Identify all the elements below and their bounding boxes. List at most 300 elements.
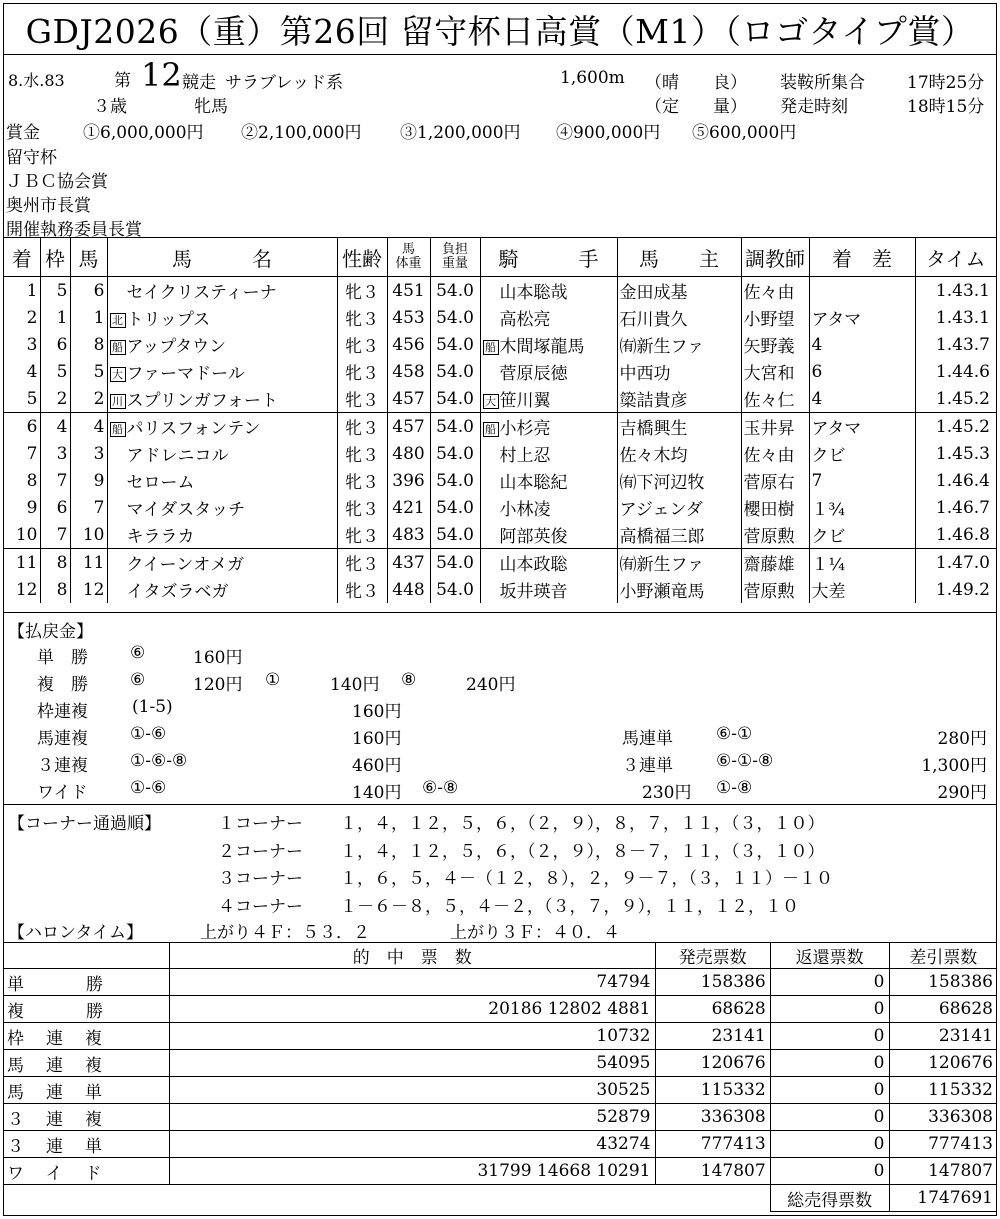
trainer-cell: 佐々由 (741, 440, 809, 467)
jockey-mark: 大 (483, 394, 499, 409)
weight-cell: 437 (387, 549, 430, 577)
burden-cell: 54.0 (430, 494, 480, 521)
age-class: ３歳 (93, 97, 127, 117)
origin-mark: 川 (110, 394, 126, 409)
place3-amount: 240円 (466, 675, 516, 695)
sold-cell: 336308 (655, 1104, 770, 1131)
horse-name-cell (107, 467, 337, 494)
sexage-cell: 牝３ (337, 467, 387, 494)
weight-cell: 448 (387, 576, 430, 603)
trainer-cell: 佐々由 (741, 277, 809, 305)
horse-name-cell (107, 331, 337, 358)
horse-name: パリスフォンテン (126, 419, 261, 439)
frame-cell: 4 (40, 413, 70, 441)
rank-cell: 9 (26, 497, 38, 518)
frame-cell: 2 (40, 385, 70, 413)
col-time: タイム (915, 238, 996, 277)
rank-cell: 3 (26, 334, 38, 355)
horse-name: キララカ (126, 527, 195, 547)
number-cell: 7 (70, 494, 107, 521)
race-number: 12 (141, 56, 182, 94)
wide1-combo: ①-⑥ (130, 778, 167, 798)
rank-cell: 4 (26, 361, 38, 382)
net-cell: 68628 (889, 996, 997, 1023)
trainer-cell: 櫻田樹 (741, 494, 809, 521)
jockey-cell (480, 358, 617, 385)
margin-cell: クビ (809, 440, 915, 467)
burden-cell: 54.0 (430, 576, 480, 603)
origin-mark: 大 (110, 367, 126, 382)
margin-cell (809, 277, 915, 305)
owner-cell: アジェンダ (617, 494, 741, 521)
owner-cell: ㈲新生ファ (617, 331, 741, 358)
votes-col-hits: 的 中 票 数 (170, 943, 656, 969)
time-cell: 1.46.7 (915, 494, 996, 521)
col-num: 馬 (70, 238, 107, 277)
wide3-combo: ①-⑧ (716, 778, 753, 798)
results-table (4, 238, 996, 603)
col-rank: 着 (4, 238, 40, 277)
horse-name-cell (107, 521, 337, 549)
hits-cell: 31799 14668 10291 (170, 1158, 656, 1185)
col-trainer: 調教師 (741, 238, 809, 277)
col-frame: 枠 (40, 238, 70, 277)
trio-label: ３連複 (37, 756, 88, 776)
net-cell: 115332 (889, 1077, 997, 1104)
number-cell: 6 (70, 277, 107, 305)
owner-cell: 石川貴久 (617, 304, 741, 331)
table-row (3, 1131, 997, 1158)
jockey-cell (480, 549, 617, 577)
place1-combo: ⑥ (130, 670, 146, 690)
margin-cell: クビ (809, 521, 915, 549)
frame-cell: 6 (40, 494, 70, 521)
weight-cell: 451 (387, 277, 430, 305)
table-row (4, 358, 996, 385)
sexage-cell: 牝３ (337, 277, 387, 305)
bet-type-cell: 馬連複 (3, 1050, 170, 1077)
votes-total-label: 総売得票数 (770, 1185, 889, 1212)
weight-cell: 453 (387, 304, 430, 331)
time-cell: 1.49.2 (915, 576, 996, 603)
bet-type-cell: 枠連複 (3, 1023, 170, 1050)
refund-cell: 0 (770, 1023, 889, 1050)
margin-cell: 大差 (809, 576, 915, 603)
sexage-cell: 牝３ (337, 385, 387, 413)
burden-cell: 54.0 (430, 413, 480, 441)
table-row (4, 576, 996, 603)
owner-cell: 佐々木均 (617, 440, 741, 467)
corner3-order: １，６，５，４－（１２，８），２，９－７，（３，１１）－１０ (340, 869, 833, 889)
hits-cell: 30525 (170, 1077, 656, 1104)
table-row (4, 277, 996, 305)
horse-name: トリップス (126, 310, 211, 330)
weather-track: （晴 良） (645, 73, 747, 93)
bet-type-cell: ３連単 (3, 1131, 170, 1158)
margin-cell: アタマ (809, 304, 915, 331)
hits-cell: 54095 (170, 1050, 656, 1077)
jockey-cell (480, 385, 617, 413)
refund-cell: 0 (770, 996, 889, 1023)
wide2-amount: 230円 (642, 783, 692, 803)
horse-name: ファーマドール (126, 364, 245, 384)
table-row (4, 549, 996, 577)
jockey-cell (480, 521, 617, 549)
margin-cell: 7 (809, 467, 915, 494)
weight-cell: 456 (387, 331, 430, 358)
votes-header-row (3, 943, 997, 969)
sexage-cell: 牝３ (337, 494, 387, 521)
weight-cell: 458 (387, 358, 430, 385)
jockey-cell (480, 467, 617, 494)
jockey-name: 村上忍 (499, 446, 551, 466)
weight-cell: 480 (387, 440, 430, 467)
race-date: 8.水.83 (8, 71, 65, 90)
results-bottom-line (3, 612, 997, 613)
col-margin: 着 差 (809, 238, 915, 277)
prize-3: ③1,200,000円 (400, 123, 521, 143)
owner-cell: 小野瀬竜馬 (617, 576, 741, 603)
jockey-cell (480, 331, 617, 358)
exacta-combo: ⑥-① (716, 724, 753, 744)
trainer-cell: 菅原勲 (741, 576, 809, 603)
place2-amount: 140円 (330, 675, 380, 695)
margin-cell: 6 (809, 358, 915, 385)
trainer-cell: 矢野義 (741, 331, 809, 358)
place2-combo: ① (265, 670, 281, 690)
burden-cell: 54.0 (430, 440, 480, 467)
place1-amount: 120円 (193, 675, 243, 695)
weight-cell: 421 (387, 494, 430, 521)
prize-2: ②2,100,000円 (241, 123, 362, 143)
votes-col-type (3, 943, 170, 969)
burden-cell: 54.0 (430, 358, 480, 385)
place-label: 複 勝 (37, 675, 88, 695)
number-cell: 4 (70, 413, 107, 441)
jockey-cell (480, 494, 617, 521)
owner-cell: ㈲新生ファ (617, 549, 741, 577)
breed: サラブレッド系 (225, 73, 344, 93)
start-time: 18時15分 (907, 97, 985, 117)
rank-cell: 8 (26, 470, 38, 491)
horse-name: セローム (126, 473, 195, 493)
table-row (3, 1023, 997, 1050)
number-cell: 8 (70, 331, 107, 358)
refund-cell: 0 (770, 1104, 889, 1131)
award-2: ＪＢＣ協会賞 (6, 172, 108, 192)
margin-cell: 4 (809, 331, 915, 358)
sold-cell: 147807 (655, 1158, 770, 1185)
hits-cell: 10732 (170, 1023, 656, 1050)
margin-cell: 4 (809, 385, 915, 413)
time-cell: 1.45.2 (915, 385, 996, 413)
time-cell: 1.43.1 (915, 304, 996, 331)
refund-cell: 0 (770, 1131, 889, 1158)
sold-cell: 777413 (655, 1131, 770, 1158)
trainer-cell: 菅原勲 (741, 521, 809, 549)
margin-cell: １¼ (809, 549, 915, 577)
corner3-label: ３コーナー (218, 869, 303, 889)
assembly-label: 装鞍所集合 (780, 73, 865, 93)
trifecta-combo: ⑥-①-⑧ (716, 751, 774, 771)
number-cell: 1 (70, 304, 107, 331)
race-suffix: 競走 (182, 73, 216, 93)
prize-1: ①6,000,000円 (83, 123, 204, 143)
prize-label: 賞金 (6, 123, 40, 143)
sex-class: 牝馬 (194, 97, 228, 117)
corner1-order: １，４，１２，５，６，（２，９），８，７，１１，（３，１０） (340, 814, 825, 834)
rank-cell: 5 (26, 388, 38, 409)
burden-cell: 54.0 (430, 277, 480, 305)
sexage-cell: 牝３ (337, 440, 387, 467)
sold-cell: 120676 (655, 1050, 770, 1077)
wide-label: ワイド (37, 783, 88, 803)
sold-cell: 23141 (655, 1023, 770, 1050)
number-cell: 5 (70, 358, 107, 385)
table-row (4, 331, 996, 358)
table-row (4, 413, 996, 441)
trainer-cell: 菅原右 (741, 467, 809, 494)
net-cell: 120676 (889, 1050, 997, 1077)
award-3: 奥州市長賞 (6, 196, 91, 216)
time-cell: 1.43.7 (915, 331, 996, 358)
owner-cell: ㈲下河辺牧 (617, 467, 741, 494)
jockey-name: 山本聡紀 (499, 473, 568, 493)
votes-col-sold: 発売票数 (655, 943, 770, 969)
hits-cell: 43274 (170, 1131, 656, 1158)
net-cell: 336308 (889, 1104, 997, 1131)
weight-cell: 396 (387, 467, 430, 494)
sexage-cell: 牝３ (337, 549, 387, 577)
weight-cell: 457 (387, 413, 430, 441)
sold-cell: 115332 (655, 1077, 770, 1104)
payout-bottom-line (3, 804, 997, 805)
refund-cell: 0 (770, 1158, 889, 1185)
sexage-cell: 牝３ (337, 576, 387, 603)
wide3-amount: 290円 (937, 783, 987, 803)
horse-name: マイダスタッチ (126, 500, 246, 520)
col-jockey: 騎 手 (480, 238, 617, 277)
quinella-label: 馬連複 (37, 729, 88, 749)
burden-cell: 54.0 (430, 385, 480, 413)
win-combo: ⑥ (130, 643, 146, 663)
corner2-label: ２コーナー (218, 842, 303, 862)
weight-rule: （定 量） (645, 97, 747, 117)
distance: 1,600m (560, 68, 625, 88)
hits-cell: 74794 (170, 969, 656, 996)
win-amount: 160円 (193, 648, 243, 668)
start-label: 発走時刻 (780, 97, 848, 117)
table-row (4, 494, 996, 521)
horse-name: スプリンガフォート (126, 391, 278, 411)
jockey-name: 阿部英俊 (499, 527, 568, 547)
time-cell: 1.47.0 (915, 549, 996, 577)
votes-col-net: 差引票数 (889, 943, 997, 969)
corner-title: 【コーナー通過順】 (8, 814, 161, 834)
horse-name-cell (107, 494, 337, 521)
jockey-cell (480, 413, 617, 441)
burden-cell: 54.0 (430, 521, 480, 549)
jockey-name: 坂井瑛音 (499, 582, 568, 602)
votes-table (3, 942, 997, 1212)
table-row (3, 1050, 997, 1077)
frame-cell: 3 (40, 440, 70, 467)
horse-name: セイクリスティーナ (126, 283, 277, 303)
number-cell: 9 (70, 467, 107, 494)
rank-cell: 10 (15, 524, 38, 545)
frame-cell: 7 (40, 521, 70, 549)
col-weight: 馬 体重 (387, 238, 430, 277)
origin-mark: 船 (110, 340, 126, 355)
quinella-amount: 160円 (352, 729, 402, 749)
title-divider (3, 54, 997, 55)
race-title: GDJ2026（重）第26回 留守杯日高賞（M1）（ロゴタイプ賞） (25, 12, 975, 51)
corner4-label: ４コーナー (218, 897, 303, 917)
time-cell: 1.46.4 (915, 467, 996, 494)
col-burden: 負担 重量 (430, 238, 480, 277)
bracket-amount: 160円 (352, 702, 402, 722)
exacta-label: 馬連単 (622, 729, 673, 749)
jockey-name: 笹川翼 (499, 391, 551, 411)
trainer-cell: 大宮和 (741, 358, 809, 385)
table-row (3, 996, 997, 1023)
payout-title: 【払戻金】 (8, 622, 93, 642)
place3-combo: ⑧ (401, 670, 417, 690)
col-owner: 馬 主 (617, 238, 741, 277)
table-row (3, 1077, 997, 1104)
results-header-row (4, 238, 996, 277)
jockey-cell (480, 304, 617, 331)
rank-cell: 11 (4, 549, 40, 577)
frame-cell: 8 (40, 549, 70, 577)
horse-name-cell (107, 576, 337, 603)
trainer-cell: 小野望 (741, 304, 809, 331)
time-cell: 1.44.6 (915, 358, 996, 385)
net-cell: 158386 (889, 969, 997, 996)
sold-cell: 68628 (655, 996, 770, 1023)
origin-mark: 船 (110, 422, 126, 437)
table-row (4, 440, 996, 467)
sexage-cell: 牝３ (337, 358, 387, 385)
owner-cell: 簗詰貴彦 (617, 385, 741, 413)
frame-cell: 7 (40, 467, 70, 494)
table-row (4, 467, 996, 494)
assembly-time: 17時25分 (907, 73, 985, 93)
corner1-label: １コーナー (218, 814, 303, 834)
hits-cell: 52879 (170, 1104, 656, 1131)
weight-cell: 457 (387, 385, 430, 413)
jockey-name: 高松亮 (499, 310, 551, 330)
quinella-combo: ①-⑥ (130, 724, 167, 744)
sexage-cell: 牝３ (337, 304, 387, 331)
time-cell: 1.45.2 (915, 413, 996, 441)
horse-name-cell (107, 277, 337, 305)
rank-cell: 6 (4, 413, 40, 441)
horse-name: クイーンオメガ (126, 555, 245, 575)
jockey-name: 木間塚龍馬 (499, 337, 585, 357)
furlong-last4f: 上がり４Ｆ：５３．２ (200, 923, 370, 943)
trifecta-label: ３連単 (622, 756, 673, 776)
bet-type-cell: 馬連単 (3, 1077, 170, 1104)
burden-cell: 54.0 (430, 304, 480, 331)
wide2-combo: ⑥-⑧ (422, 778, 459, 798)
horse-name-cell (107, 549, 337, 577)
net-cell: 23141 (889, 1023, 997, 1050)
burden-cell: 54.0 (430, 467, 480, 494)
horse-name: アップタウン (126, 337, 227, 357)
table-row (3, 1158, 997, 1185)
refund-cell: 0 (770, 1050, 889, 1077)
sexage-cell: 牝３ (337, 521, 387, 549)
time-cell: 1.43.1 (915, 277, 996, 305)
rank-cell: 7 (26, 443, 38, 464)
jockey-mark: 船 (483, 340, 499, 355)
number-cell: 10 (70, 521, 107, 549)
prize-4: ④900,000円 (556, 123, 661, 143)
jockey-cell (480, 576, 617, 603)
margin-cell: １¾ (809, 494, 915, 521)
trio-amount: 460円 (352, 756, 402, 776)
furlong-last3f: 上がり３Ｆ：４０．４ (450, 923, 620, 943)
corner4-order: １－６－８，５，４－２，（３，７，９），１１，１２，１０ (340, 897, 799, 917)
race-prefix: 第 (114, 71, 131, 91)
award-1: 留守杯 (6, 148, 57, 168)
frame-cell: 5 (40, 358, 70, 385)
sexage-cell: 牝３ (337, 413, 387, 441)
sexage-cell: 牝３ (337, 331, 387, 358)
net-cell: 147807 (889, 1158, 997, 1185)
bracket-combo: (1-5) (132, 697, 173, 717)
table-row (4, 385, 996, 413)
horse-name-cell (107, 358, 337, 385)
frame-cell: 8 (40, 576, 70, 603)
rank-cell: 1 (26, 280, 38, 301)
horse-name-cell (107, 413, 337, 441)
horse-name-cell (107, 385, 337, 413)
award-4: 開催執務委員長賞 (6, 220, 142, 240)
refund-cell: 0 (770, 969, 889, 996)
sold-cell: 158386 (655, 969, 770, 996)
votes-total-row (3, 1185, 997, 1212)
number-cell: 2 (70, 385, 107, 413)
burden-cell: 54.0 (430, 549, 480, 577)
jockey-name: 菅原辰徳 (499, 364, 568, 384)
prize-5: ⑤600,000円 (692, 123, 797, 143)
number-cell: 3 (70, 440, 107, 467)
bet-type-cell: 複勝 (3, 996, 170, 1023)
bracket-label: 枠連複 (37, 702, 88, 722)
jockey-name: 山本政聡 (499, 555, 568, 575)
votes-col-refund: 返還票数 (770, 943, 889, 969)
trainer-cell: 佐々仁 (741, 385, 809, 413)
frame-cell: 1 (40, 304, 70, 331)
owner-cell: 金田成基 (617, 277, 741, 305)
col-name: 馬 名 (107, 238, 337, 277)
net-cell: 777413 (889, 1131, 997, 1158)
exacta-amount: 280円 (937, 729, 987, 749)
jockey-name: 小杉亮 (499, 419, 551, 439)
burden-cell: 54.0 (430, 331, 480, 358)
table-row (4, 521, 996, 549)
wide1-amount: 140円 (352, 783, 402, 803)
trainer-cell: 玉井昇 (741, 413, 809, 441)
trainer-cell: 齋藤雄 (741, 549, 809, 577)
origin-mark: 北 (110, 313, 126, 328)
table-row (3, 1104, 997, 1131)
trio-combo: ①-⑥-⑧ (130, 751, 188, 771)
frame-cell: 5 (40, 277, 70, 305)
number-cell: 12 (70, 576, 107, 603)
